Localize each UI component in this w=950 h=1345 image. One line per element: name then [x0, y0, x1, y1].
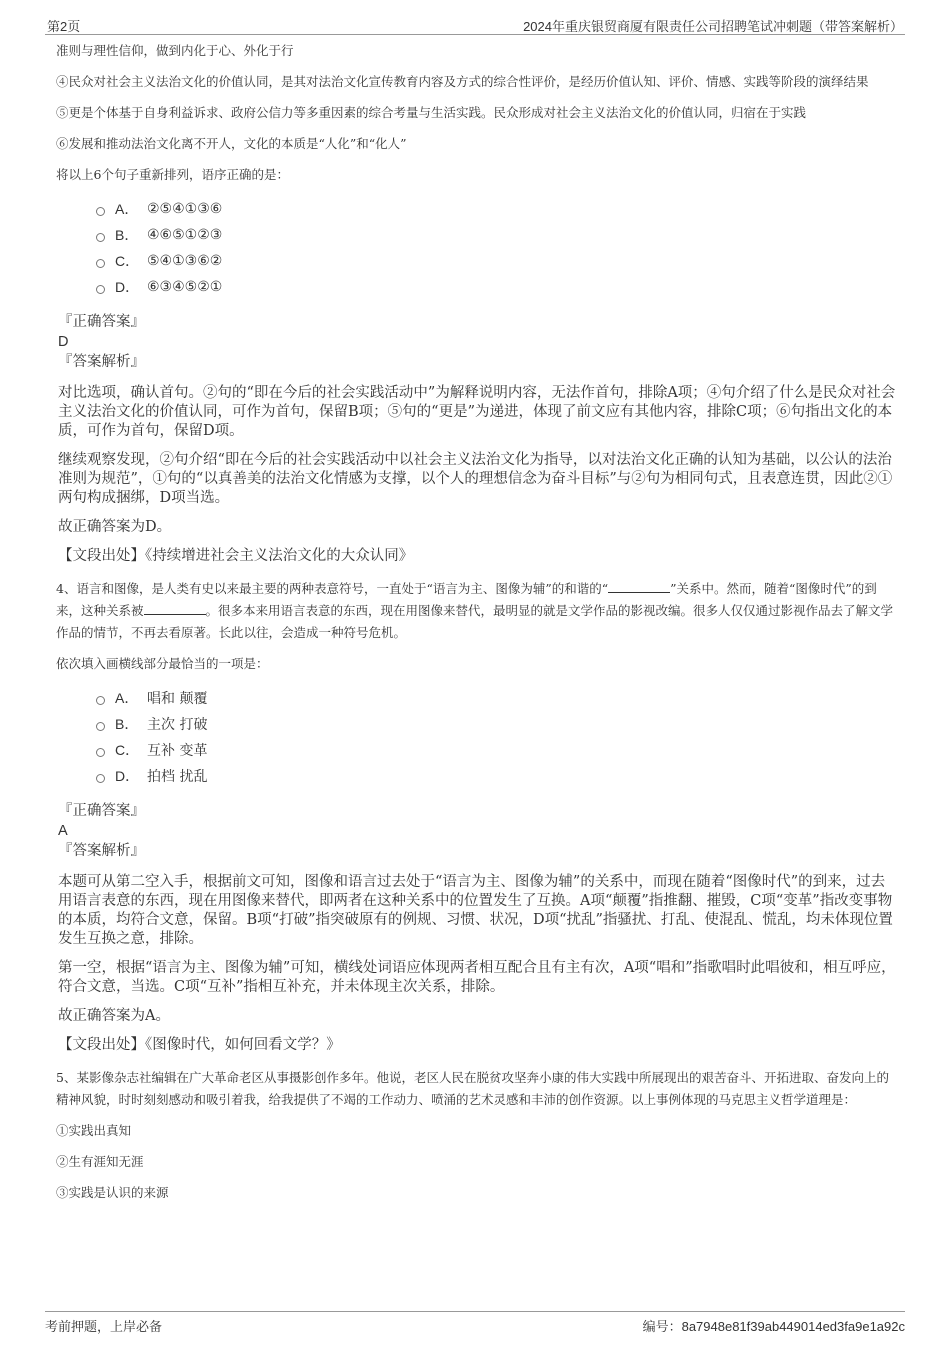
- option-letter: C．: [115, 742, 140, 758]
- option-letter: B．: [115, 227, 139, 243]
- document-title: 2024年重庆银贸商厦有限责任公司招聘笔试冲刺题（带答案解析）: [523, 19, 903, 34]
- q4-option-a[interactable]: [96, 685, 896, 711]
- q4-stem-part3: 。很多本来用语言表意的东西，现在用图像来替代，最明显的就是文学作品的影视改编。很多人仅仅通过影视作品去了解文学作品的情节，不再去看原著。长此以往，会造成一种符号危机。: [56, 603, 894, 640]
- option-letter: A．: [115, 201, 139, 217]
- option-letter: B．: [115, 716, 139, 732]
- option-text: 互补 变革: [147, 743, 208, 759]
- option-letter: D．: [115, 768, 140, 784]
- analysis-label: 『答案解析』: [58, 843, 145, 859]
- option-text: ⑤④①③⑥②: [147, 253, 223, 269]
- q4-options: [96, 685, 896, 789]
- answer-label: 『正确答案』: [58, 803, 145, 819]
- q3-option-b[interactable]: [96, 222, 896, 248]
- answer-value: D: [58, 334, 69, 350]
- q3-sentence-5: ⑤更是个体基于自身利益诉求、政府公信力等多重因素的综合考量与生活实践。民众形成对社会主义法治文化的价值认同，归宿在于实践: [56, 105, 807, 120]
- page-number: 第2页: [47, 19, 81, 34]
- q3-analysis-1: 对比选项，确认首句。②句的“即在今后的社会实践活动中”为解释说明内容，无法作首句，排除A项；④句介绍了什么是民众对社会主义法治文化的价值认同，可作为首句，保留B项；⑤句的“更是”为递进，体现了前文应有其他内容，排除C项；⑥句指出文化的本质，可作为首句，保留D项。: [58, 385, 896, 439]
- q5-stem: 5、某影像杂志社编辑在广大革命老区从事摄影创作多年。他说，老区人民在脱贫攻坚奔小康的伟大实践中所展现出的艰苦奋斗、开拓进取、奋发向上的精神风貌，时时刻刻感动和吸引着我，给我提供了不竭的工作动力、喷涌的艺术灵感和丰沛的创作资源。以上事例体现的马克思主义哲学道理是：: [56, 1070, 889, 1107]
- option-letter: C．: [115, 253, 140, 269]
- q4-stem: [56, 578, 896, 644]
- q3-option-a[interactable]: [96, 196, 896, 222]
- page-header: [45, 14, 905, 35]
- q3-source: 【文段出处】《持续增进社会主义法治文化的大众认同》: [58, 548, 414, 564]
- q3-option-d[interactable]: [96, 274, 896, 300]
- q3-sentence-4: ④民众对社会主义法治文化的价值认同，是其对法治文化宣传教育内容及方式的综合性评价，是经历价值认知、评价、情感、实践等阶段的演绎结果: [56, 74, 869, 89]
- q4-option-d[interactable]: [96, 763, 896, 789]
- radio-icon[interactable]: [96, 207, 105, 216]
- answer-value: A: [58, 823, 68, 839]
- radio-icon[interactable]: [96, 233, 105, 242]
- q4-analysis-2: 第一空，根据“语言为主、图像为辅”可知，横线处词语应体现两者相互配合且有主有次，A项“唱和”指歌唱时此唱彼和，相互呼应，符合文意，当选。C项“互补”指相互补充，并未体现主次关系，排除。: [58, 960, 896, 995]
- option-text: ②⑤④①③⑥: [147, 201, 223, 217]
- option-text: ④⑥⑤①②③: [147, 227, 223, 243]
- q3-options: [96, 196, 896, 300]
- q3-sentence-1: 准则与理性信仰，做到内化于心、外化于行: [56, 43, 294, 58]
- option-text: 主次 打破: [147, 717, 208, 733]
- q3-sentence-6: ⑥发展和推动法治文化离不开人，文化的本质是“人化”和“化人”: [56, 136, 407, 151]
- q4-option-c[interactable]: [96, 737, 896, 763]
- q4-source: 【文段出处】《图像时代，如何回看文学？》: [58, 1037, 341, 1053]
- option-text: ⑥③④⑤②①: [147, 279, 223, 295]
- q4-stem-part1: 4、语言和图像，是人类有史以来最主要的两种表意符号，一直处于“语言为主、图像为辅”的和谐的“: [56, 581, 609, 596]
- radio-icon[interactable]: [96, 285, 105, 294]
- q5-item-2: ②生有涯知无涯: [56, 1154, 144, 1169]
- page-footer: [45, 1311, 905, 1334]
- q3-prompt: 将以上6个句子重新排列，语序正确的是：: [56, 167, 289, 182]
- q4-prompt: 依次填入画横线部分最恰当的一项是：: [56, 656, 269, 671]
- q3-analysis-3: 故正确答案为D。: [58, 519, 172, 535]
- q5-item-3: ③实践是认识的来源: [56, 1185, 169, 1200]
- q4-answer: [58, 801, 896, 861]
- option-text: 拍档 扰乱: [147, 769, 208, 785]
- q3-analysis-2: 继续观察发现，②句介绍“即在今后的社会实践活动中以社会主义法治文化为指导，以对法治文化正确的认知为基础，以公认的法治准则为规范”，①句的“以真善美的法治文化情感为支撑，以个人的理想信念为奋斗目标”与②句为相同句式，且表意连贯，因此②①两句构成捆绑，D项当选。: [58, 452, 893, 506]
- q4-stem-part2: ”关系中。然而，随着“图像时代”的到来，这种关系被: [56, 581, 877, 618]
- q4-option-b[interactable]: [96, 711, 896, 737]
- footer-slogan: 考前押题，上岸必备: [45, 1320, 163, 1335]
- radio-icon[interactable]: [96, 722, 105, 731]
- radio-icon[interactable]: [96, 774, 105, 783]
- answer-label: 『正确答案』: [58, 314, 145, 330]
- blank-1: [608, 580, 670, 593]
- option-letter: A．: [115, 690, 139, 706]
- option-text: 唱和 颠覆: [147, 691, 208, 707]
- q3-option-c[interactable]: [96, 248, 896, 274]
- page-content: [56, 40, 896, 1213]
- q3-answer: [58, 312, 896, 372]
- document-id: 编号：8a7948e81f39ab449014ed3fa9e1a92c: [642, 1319, 905, 1334]
- radio-icon[interactable]: [96, 259, 105, 268]
- q4-analysis-1: 本题可从第二空入手，根据前文可知，图像和语言过去处于“语言为主、图像为辅”的关系中，而现在随着“图像时代”的到来，过去用语言表意的东西，现在用图像来替代，即两者在这种关系中的位置发生了互换。A项“颠覆”指推翻、摧毁，C项“变革”指改变事物的本质，均符合文意，保留。B项“打破”指突破原有的例规、习惯、状况，D项“扰乱”指骚扰、打乱、使混乱、慌乱，均未体现位置发生互换之意，排除。: [58, 874, 893, 947]
- radio-icon[interactable]: [96, 748, 105, 757]
- option-letter: D．: [115, 279, 140, 295]
- radio-icon[interactable]: [96, 696, 105, 705]
- q5-item-1: ①实践出真知: [56, 1123, 132, 1138]
- q4-analysis-3: 故正确答案为A。: [58, 1008, 170, 1024]
- blank-2: [144, 602, 206, 615]
- analysis-label: 『答案解析』: [58, 354, 145, 370]
